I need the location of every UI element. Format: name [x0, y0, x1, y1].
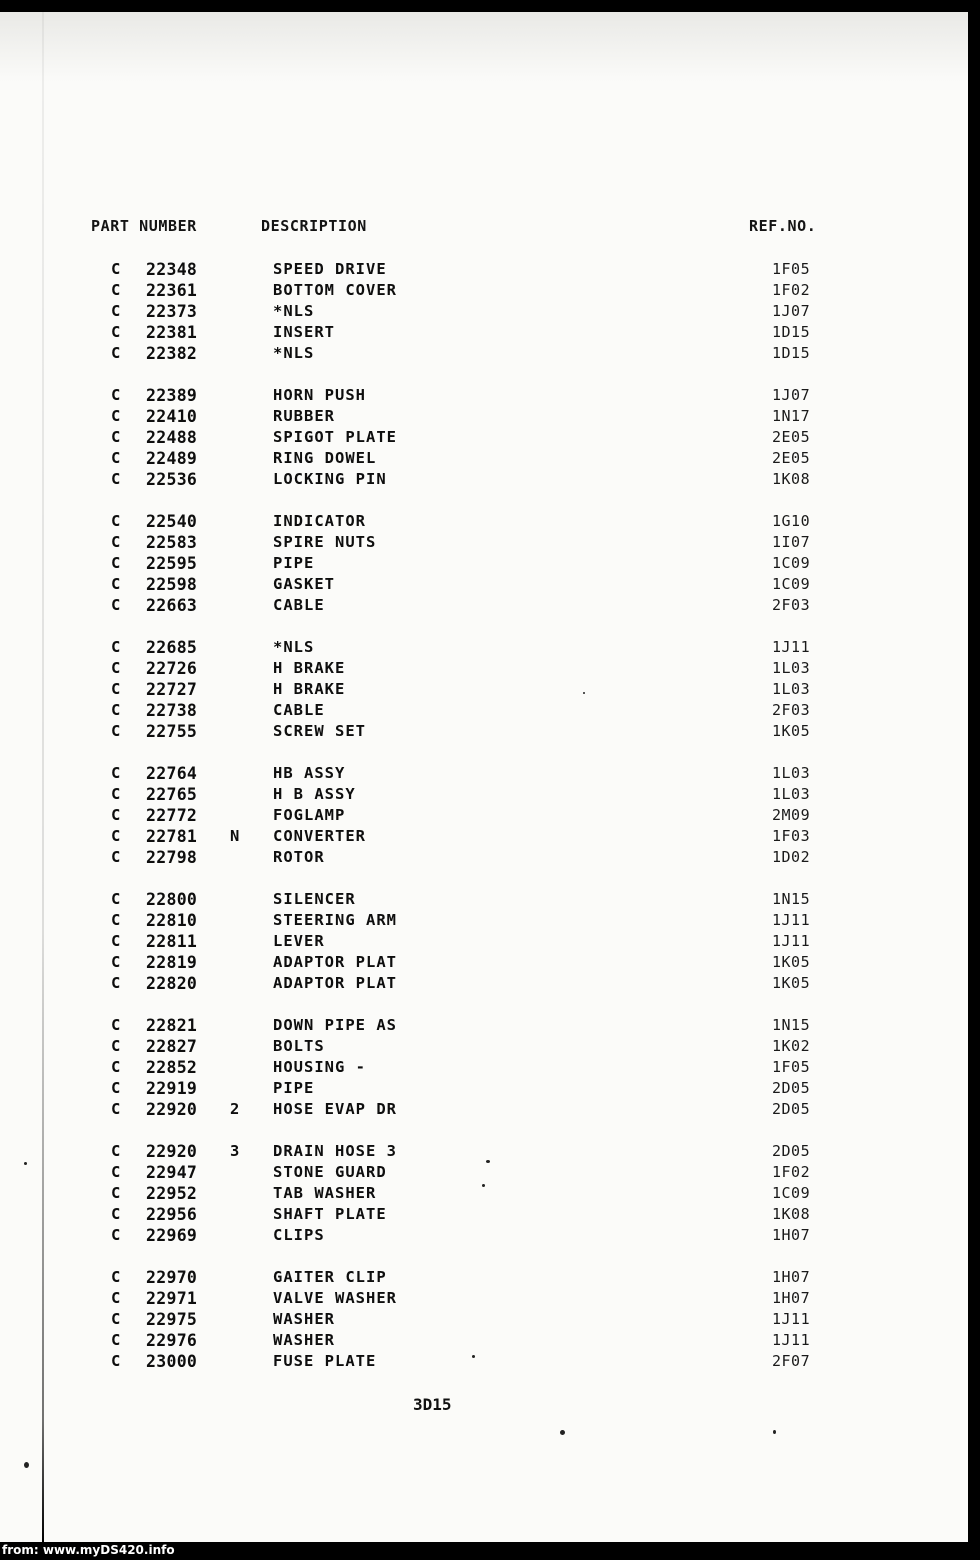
part-number: 22919: [146, 1079, 198, 1098]
parts-group: [0, 1141, 968, 1246]
class-code: C: [111, 1163, 121, 1181]
parts-row: [0, 721, 968, 742]
part-number: 22920: [146, 1142, 198, 1161]
ref-number: 1K05: [772, 974, 811, 992]
class-code: C: [111, 1016, 121, 1034]
part-description: GASKET: [273, 575, 335, 593]
part-number: 22598: [146, 575, 198, 594]
parts-row: [0, 511, 968, 532]
part-number: 22373: [146, 302, 198, 321]
parts-row: [0, 1330, 968, 1351]
ref-number: 1K02: [772, 1037, 811, 1055]
ref-number: 1F03: [772, 827, 811, 845]
part-description: DRAIN HOSE 3: [273, 1142, 397, 1160]
part-number: 22970: [146, 1268, 198, 1287]
part-number: 22595: [146, 554, 198, 573]
parts-row: [0, 1141, 968, 1162]
ref-number: 1K08: [772, 1205, 811, 1223]
class-code: C: [111, 596, 121, 614]
ref-number: 1L03: [772, 659, 811, 677]
ref-number: 2D05: [772, 1079, 811, 1097]
ref-number: 1H07: [772, 1289, 811, 1307]
part-description: H BRAKE: [273, 659, 346, 677]
ref-number: 1I07: [772, 533, 811, 551]
class-code: C: [111, 680, 121, 698]
part-number: 22726: [146, 659, 198, 678]
part-number: 22361: [146, 281, 198, 300]
part-number: 22827: [146, 1037, 198, 1056]
class-code: C: [111, 764, 121, 782]
class-code: C: [111, 890, 121, 908]
part-number: 22772: [146, 806, 198, 825]
part-description: RING DOWEL: [273, 449, 377, 467]
part-number: 22489: [146, 449, 198, 468]
parts-row: [0, 805, 968, 826]
class-code: C: [111, 1310, 121, 1328]
page-code: 3D15: [413, 1395, 452, 1414]
part-description: HB ASSY: [273, 764, 346, 782]
ref-number: 1L03: [772, 764, 811, 782]
ref-number: 1C09: [772, 1184, 811, 1202]
parts-row: [0, 973, 968, 994]
scan-speck: [24, 1462, 29, 1468]
part-number: 22663: [146, 596, 198, 615]
part-description: CONVERTER: [273, 827, 366, 845]
parts-row: [0, 1351, 968, 1372]
parts-row: [0, 532, 968, 553]
parts-group: [0, 637, 968, 742]
parts-row: [0, 1288, 968, 1309]
part-flag: N: [230, 827, 240, 845]
parts-row: [0, 595, 968, 616]
part-description: H BRAKE: [273, 680, 346, 698]
part-description: INDICATOR: [273, 512, 366, 530]
parts-row: [0, 1162, 968, 1183]
part-description: PIPE: [273, 554, 315, 572]
parts-row: [0, 574, 968, 595]
ref-number: 2E05: [772, 428, 811, 446]
part-description: INSERT: [273, 323, 335, 341]
class-code: C: [111, 1142, 121, 1160]
ref-number: 1C09: [772, 575, 811, 593]
scan-speck: [560, 1430, 565, 1435]
class-code: C: [111, 1037, 121, 1055]
ref-number: 2D05: [772, 1100, 811, 1118]
parts-row: [0, 322, 968, 343]
parts-row: [0, 1078, 968, 1099]
part-number: 22810: [146, 911, 198, 930]
class-code: C: [111, 911, 121, 929]
class-code: C: [111, 323, 121, 341]
part-number: 22952: [146, 1184, 198, 1203]
part-number: 22920: [146, 1100, 198, 1119]
parts-row: [0, 637, 968, 658]
part-number: 22956: [146, 1205, 198, 1224]
parts-row: [0, 1015, 968, 1036]
class-code: C: [111, 1352, 121, 1370]
parts-row: [0, 406, 968, 427]
parts-group: [0, 511, 968, 616]
parts-row: [0, 385, 968, 406]
parts-row: [0, 847, 968, 868]
part-description: CABLE: [273, 596, 325, 614]
scan-speck: [24, 1162, 27, 1165]
part-number: 22765: [146, 785, 198, 804]
part-description: *NLS: [273, 302, 315, 320]
header-part-number: PART NUMBER: [91, 217, 197, 235]
part-number: 22727: [146, 680, 198, 699]
part-flag: 3: [230, 1142, 240, 1160]
part-description: SILENCER: [273, 890, 356, 908]
class-code: C: [111, 449, 121, 467]
parts-group: [0, 259, 968, 364]
parts-row: [0, 679, 968, 700]
ref-number: 1J11: [772, 1310, 811, 1328]
class-code: C: [111, 533, 121, 551]
part-number: 22969: [146, 1226, 198, 1245]
part-number: 22685: [146, 638, 198, 657]
class-code: C: [111, 953, 121, 971]
class-code: C: [111, 1205, 121, 1223]
class-code: C: [111, 344, 121, 362]
part-description: LOCKING PIN: [273, 470, 387, 488]
parts-row: [0, 1099, 968, 1120]
class-code: C: [111, 1226, 121, 1244]
part-description: SPEED DRIVE: [273, 260, 387, 278]
ref-number: 2M09: [772, 806, 811, 824]
ref-number: 2E05: [772, 449, 811, 467]
ref-number: 1J11: [772, 932, 811, 950]
part-number: 22410: [146, 407, 198, 426]
class-code: C: [111, 1058, 121, 1076]
ref-number: 1J11: [772, 1331, 811, 1349]
part-description: LEVER: [273, 932, 325, 950]
class-code: C: [111, 1331, 121, 1349]
scan-speck: [486, 1160, 490, 1163]
part-number: 22947: [146, 1163, 198, 1182]
part-number: 22348: [146, 260, 198, 279]
parts-row: [0, 1309, 968, 1330]
class-code: C: [111, 1079, 121, 1097]
class-code: C: [111, 512, 121, 530]
parts-row: [0, 448, 968, 469]
part-description: GAITER CLIP: [273, 1268, 387, 1286]
part-description: *NLS: [273, 638, 315, 656]
ref-number: 1K05: [772, 953, 811, 971]
part-description: STEERING ARM: [273, 911, 397, 929]
ref-number: 2F03: [772, 701, 811, 719]
parts-row: [0, 280, 968, 301]
part-number: 22488: [146, 428, 198, 447]
part-description: WASHER: [273, 1331, 335, 1349]
part-description: CLIPS: [273, 1226, 325, 1244]
ref-number: 1J07: [772, 386, 811, 404]
ref-number: 1D15: [772, 323, 811, 341]
parts-group: [0, 1015, 968, 1120]
part-description: RUBBER: [273, 407, 335, 425]
part-description: STONE GUARD: [273, 1163, 387, 1181]
class-code: C: [111, 407, 121, 425]
part-number: 22540: [146, 512, 198, 531]
part-number: 22389: [146, 386, 198, 405]
class-code: C: [111, 1184, 121, 1202]
class-code: C: [111, 974, 121, 992]
ref-number: 1L03: [772, 785, 811, 803]
part-description: PIPE: [273, 1079, 315, 1097]
parts-group: [0, 385, 968, 490]
ref-number: 1J11: [772, 638, 811, 656]
page-shading: [0, 12, 968, 82]
part-number: 22382: [146, 344, 198, 363]
part-number: 22536: [146, 470, 198, 489]
parts-row: [0, 763, 968, 784]
part-number: 22975: [146, 1310, 198, 1329]
ref-number: 1N17: [772, 407, 811, 425]
ref-number: 2F07: [772, 1352, 811, 1370]
part-description: SPIRE NUTS: [273, 533, 377, 551]
parts-row: [0, 469, 968, 490]
class-code: C: [111, 722, 121, 740]
class-code: C: [111, 1268, 121, 1286]
part-number: 22781: [146, 827, 198, 846]
class-code: C: [111, 428, 121, 446]
ref-number: 1F02: [772, 1163, 811, 1181]
scan-speck: [773, 1430, 776, 1434]
header-description: DESCRIPTION: [261, 217, 367, 235]
ref-number: 1C09: [772, 554, 811, 572]
scan-speck: [583, 692, 585, 694]
ref-number: 1F05: [772, 260, 811, 278]
part-description: SCREW SET: [273, 722, 366, 740]
ref-number: 1L03: [772, 680, 811, 698]
class-code: C: [111, 659, 121, 677]
scan-speck: [482, 1184, 485, 1187]
part-description: BOTTOM COVER: [273, 281, 397, 299]
class-code: C: [111, 260, 121, 278]
part-number: 22820: [146, 974, 198, 993]
part-number: 22800: [146, 890, 198, 909]
class-code: C: [111, 1100, 121, 1118]
part-description: HOUSING -: [273, 1058, 366, 1076]
ref-number: 1N15: [772, 1016, 811, 1034]
ref-number: 1H07: [772, 1268, 811, 1286]
part-description: VALVE WASHER: [273, 1289, 397, 1307]
part-description: HOSE EVAP DR: [273, 1100, 397, 1118]
parts-row: [0, 427, 968, 448]
source-footer: from: www.myDS420.info: [2, 1543, 175, 1557]
ref-number: 1H07: [772, 1226, 811, 1244]
parts-row: [0, 658, 968, 679]
part-description: TAB WASHER: [273, 1184, 377, 1202]
part-number: 22821: [146, 1016, 198, 1035]
ref-number: 1F05: [772, 1058, 811, 1076]
class-code: C: [111, 638, 121, 656]
parts-row: [0, 784, 968, 805]
class-code: C: [111, 827, 121, 845]
parts-row: [0, 1204, 968, 1225]
parts-row: [0, 1036, 968, 1057]
part-number: 22583: [146, 533, 198, 552]
parts-row: [0, 343, 968, 364]
parts-group: [0, 1267, 968, 1372]
part-description: DOWN PIPE AS: [273, 1016, 397, 1034]
parts-row: [0, 910, 968, 931]
part-description: SHAFT PLATE: [273, 1205, 387, 1223]
part-description: SPIGOT PLATE: [273, 428, 397, 446]
part-number: 22811: [146, 932, 198, 951]
class-code: C: [111, 932, 121, 950]
parts-row: [0, 1267, 968, 1288]
part-description: ADAPTOR PLAT: [273, 974, 397, 992]
part-number: 22755: [146, 722, 198, 741]
ref-number: 1J07: [772, 302, 811, 320]
parts-group: [0, 889, 968, 994]
parts-row: [0, 931, 968, 952]
parts-row: [0, 553, 968, 574]
parts-row: [0, 952, 968, 973]
part-flag: 2: [230, 1100, 240, 1118]
class-code: C: [111, 470, 121, 488]
parts-group: [0, 763, 968, 868]
part-number: 23000: [146, 1352, 198, 1371]
part-description: HORN PUSH: [273, 386, 366, 404]
parts-row: [0, 889, 968, 910]
part-description: ADAPTOR PLAT: [273, 953, 397, 971]
parts-row: [0, 1057, 968, 1078]
ref-number: 1K05: [772, 722, 811, 740]
parts-row: [0, 826, 968, 847]
part-description: *NLS: [273, 344, 315, 362]
scan-speck: [472, 1355, 475, 1358]
part-number: 22798: [146, 848, 198, 867]
ref-number: 1K08: [772, 470, 811, 488]
parts-row: [0, 700, 968, 721]
class-code: C: [111, 386, 121, 404]
part-number: 22976: [146, 1331, 198, 1350]
ref-number: 1F02: [772, 281, 811, 299]
part-description: FOGLAMP: [273, 806, 346, 824]
class-code: C: [111, 554, 121, 572]
part-description: H B ASSY: [273, 785, 356, 803]
ref-number: 2D05: [772, 1142, 811, 1160]
parts-list: [0, 259, 968, 1393]
ref-number: 2F03: [772, 596, 811, 614]
part-description: WASHER: [273, 1310, 335, 1328]
part-description: FUSE PLATE: [273, 1352, 377, 1370]
ref-number: 1D15: [772, 344, 811, 362]
ref-number: 1J11: [772, 911, 811, 929]
parts-row: [0, 1225, 968, 1246]
class-code: C: [111, 302, 121, 320]
class-code: C: [111, 701, 121, 719]
part-number: 22381: [146, 323, 198, 342]
ref-number: 1N15: [772, 890, 811, 908]
document-page: [0, 12, 968, 1542]
class-code: C: [111, 806, 121, 824]
class-code: C: [111, 1289, 121, 1307]
parts-row: [0, 301, 968, 322]
part-number: 22764: [146, 764, 198, 783]
part-number: 22738: [146, 701, 198, 720]
part-description: ROTOR: [273, 848, 325, 866]
part-description: CABLE: [273, 701, 325, 719]
part-number: 22852: [146, 1058, 198, 1077]
parts-row: [0, 259, 968, 280]
class-code: C: [111, 575, 121, 593]
part-description: BOLTS: [273, 1037, 325, 1055]
class-code: C: [111, 785, 121, 803]
part-number: 22819: [146, 953, 198, 972]
class-code: C: [111, 281, 121, 299]
header-ref-no: REF.NO.: [749, 217, 817, 235]
class-code: C: [111, 848, 121, 866]
part-number: 22971: [146, 1289, 198, 1308]
ref-number: 1D02: [772, 848, 811, 866]
ref-number: 1G10: [772, 512, 811, 530]
